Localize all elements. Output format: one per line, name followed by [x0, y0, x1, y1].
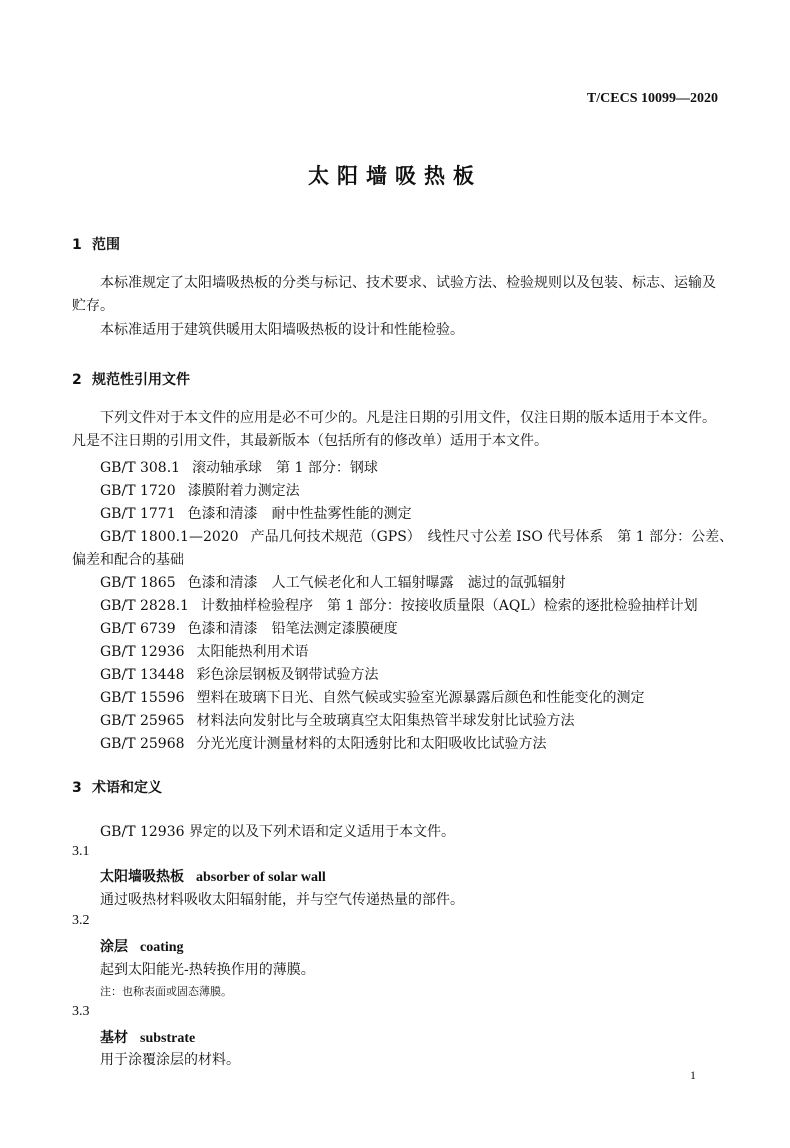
term-note: 注：也称表面或固态薄膜。	[100, 985, 232, 998]
reference-title: 彩色涂层钢板及钢带试验方法	[196, 667, 379, 683]
term-heading	[100, 1027, 195, 1047]
section-number: 2	[72, 372, 82, 388]
reference-code: GB/T 1771	[100, 506, 176, 522]
term-definition: 起到太阳能光-热转换作用的薄膜。	[100, 962, 315, 978]
reference-title: 材料法向发射比与全玻璃真空太阳集热管半球发射比试验方法	[196, 713, 575, 729]
terms-intro: GB/T 12936 界定的以及下列术语和定义适用于本文件。	[100, 824, 455, 840]
term-number: 3.2	[72, 913, 90, 928]
section-3-heading	[72, 777, 162, 797]
reference-item	[100, 618, 398, 638]
reference-item	[100, 526, 733, 546]
document-title: 太阳墙吸热板	[308, 164, 482, 188]
term-heading	[100, 936, 184, 956]
reference-code: GB/T 1865	[100, 575, 176, 591]
section-2-heading	[72, 369, 190, 389]
term-definition: 通过吸热材料吸收太阳辐射能，并与空气传递热量的部件。	[100, 892, 464, 908]
reference-item	[100, 687, 645, 707]
reference-item	[100, 457, 378, 477]
reference-code: GB/T 1720	[100, 483, 176, 499]
references-intro: 下列文件对于本文件的应用是必不可少的。凡是注日期的引用文件，仅注日期的版本适用于本文件。凡是不注日期的引用文件，其最新版本（包括所有的修改单）适用于本文件。	[72, 410, 716, 449]
term-zh: 太阳墙吸热板	[100, 869, 184, 885]
reference-item	[100, 503, 412, 523]
reference-title: 色漆和清漆 铅笔法测定漆膜硬度	[187, 621, 398, 637]
reference-code: GB/T 13448	[100, 667, 185, 683]
reference-item	[100, 595, 698, 615]
section-title: 范围	[92, 237, 120, 253]
reference-title: 塑料在玻璃下日光、自然气候或实验室光源暴露后颜色和性能变化的测定	[196, 690, 645, 706]
term-heading	[100, 866, 326, 886]
reference-code: GB/T 15596	[100, 690, 185, 706]
section-title: 术语和定义	[92, 780, 162, 796]
reference-title: 滚动轴承球 第 1 部分：钢球	[192, 460, 378, 476]
term-number: 3.1	[72, 844, 90, 859]
term-zh: 基材	[100, 1030, 128, 1046]
reference-item	[100, 480, 300, 500]
section-1-heading	[72, 234, 120, 254]
reference-title: 太阳能热利用术语	[196, 644, 309, 660]
reference-code: GB/T 25965	[100, 713, 185, 729]
reference-item	[100, 572, 566, 592]
reference-item	[100, 641, 309, 661]
reference-title: 分光光度计测量材料的太阳透射比和太阳吸收比试验方法	[196, 736, 547, 752]
reference-code: GB/T 2828.1	[100, 598, 189, 614]
reference-title: 色漆和清漆 耐中性盐雾性能的测定	[187, 506, 412, 522]
reference-title-continuation: 偏差和配合的基础	[72, 552, 184, 568]
reference-code: GB/T 25968	[100, 736, 185, 752]
reference-title: 产品几何技术规范（GPS） 线性尺寸公差 ISO 代号体系 第 1 部分：公差、	[250, 529, 734, 545]
reference-title: 色漆和清漆 人工气候老化和人工辐射曝露 滤过的氙弧辐射	[187, 575, 566, 591]
reference-code: GB/T 308.1	[100, 460, 181, 476]
standard-number: T/CECS 10099—2020	[586, 91, 718, 106]
reference-code: GB/T 6739	[100, 621, 176, 637]
scope-paragraph-2: 本标准适用于建筑供暖用太阳墙吸热板的设计和性能检验。	[100, 322, 464, 338]
reference-title: 漆膜附着力测定法	[187, 483, 300, 499]
term-en: substrate	[140, 1031, 196, 1046]
section-number: 3	[72, 780, 82, 796]
reference-title: 计数抽样检验程序 第 1 部分：按接收质量限（AQL）检索的逐批检验抽样计划	[200, 598, 698, 614]
term-en: coating	[140, 940, 184, 955]
reference-code: GB/T 12936	[100, 644, 185, 660]
term-en: absorber of solar wall	[196, 870, 326, 885]
term-number: 3.3	[72, 1004, 90, 1019]
scope-paragraph-1: 本标准规定了太阳墙吸热板的分类与标记、技术要求、试验方法、检验规则以及包装、标志、运输及贮存。	[72, 275, 716, 314]
reference-item	[100, 664, 379, 684]
section-number: 1	[72, 237, 82, 253]
reference-item	[100, 710, 575, 730]
term-zh: 涂层	[100, 939, 128, 955]
section-title: 规范性引用文件	[92, 372, 190, 388]
reference-item	[100, 733, 547, 753]
reference-code: GB/T 1800.1—2020	[100, 529, 239, 545]
page-number: 1	[690, 1068, 696, 1082]
term-definition: 用于涂覆涂层的材料。	[100, 1052, 240, 1068]
